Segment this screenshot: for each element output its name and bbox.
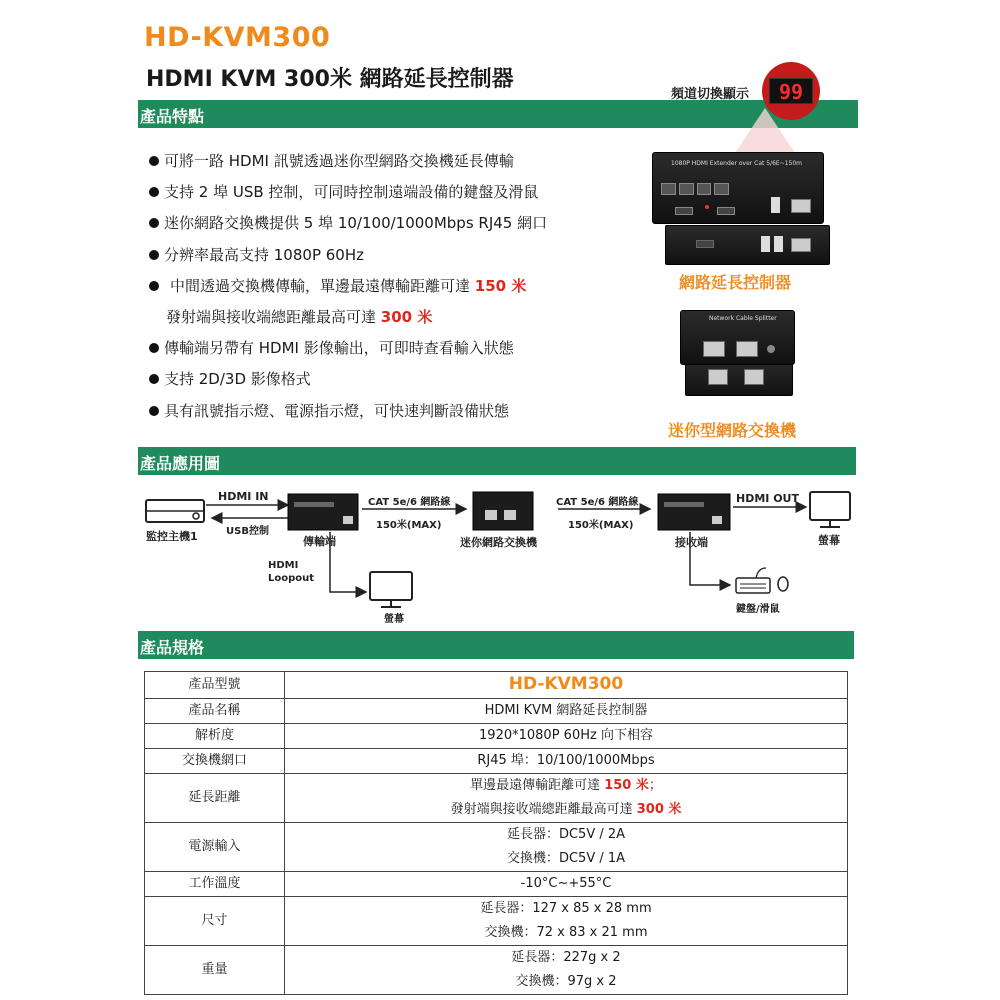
transmitter-label: 傳輸端 (303, 535, 336, 548)
feature-item: 具有訊號指示燈、電源指示燈，可快速判斷設備狀態 (148, 396, 638, 427)
spec-label: 電源輸入 (145, 823, 285, 872)
section-application-heading: 產品應用圖 (138, 447, 856, 475)
switch-bottom-unit (685, 360, 793, 396)
product-title: HDMI KVM 300米 網路延長控制器 (146, 67, 514, 92)
table-row (145, 699, 848, 724)
application-diagram (138, 480, 858, 630)
channel-display-zoom (762, 62, 820, 120)
table-row (145, 724, 848, 749)
distance-left-label: 150米(MAX) (376, 520, 442, 531)
channel-display-label: 頻道切換顯示 (671, 87, 750, 102)
feature-item: 傳輸端另帶有 HDMI 影像輸出，可即時查看輸入狀態 (148, 333, 638, 364)
switch-caption: 迷你型網路交換機 (668, 421, 797, 440)
feature-list (148, 146, 638, 427)
extender-bottom-unit (665, 225, 830, 265)
spec-value: 延長器：127 x 85 x 28 mm 交換機：72 x 83 x 21 mm (285, 897, 848, 946)
host-label: 監控主機1 (146, 530, 198, 543)
feature-item: 支持 2D/3D 影像格式 (148, 364, 638, 395)
hdmi-out-label: HDMI OUT (736, 492, 799, 505)
spec-value: HDMI KVM 網路延長控制器 (285, 699, 848, 724)
feature-item: 支持 2 埠 USB 控制，可同時控制遠端設備的鍵盤及滑鼠 (148, 177, 638, 208)
feature-item: 可將一路 HDMI 訊號透過迷你型網路交換機延長傳輸 (148, 146, 638, 177)
feature-item: 中間透過交換機傳輸，單邊最遠傳輸距離可達 150 米 (148, 271, 638, 302)
loopout-label-1: HDMI (268, 560, 299, 571)
feature-item: 分辨率最高支持 1080P 60Hz (148, 240, 638, 271)
spec-value: 延長器：DC5V / 2A 交換機：DC5V / 1A (285, 823, 848, 872)
table-row (145, 823, 848, 872)
spec-value: HD-KVM300 (285, 672, 848, 699)
switch-label: Network Cable Splitter (709, 315, 777, 322)
table-row (145, 774, 848, 823)
switch-top-unit (680, 310, 795, 365)
table-row (145, 897, 848, 946)
spec-table (144, 671, 848, 995)
extender-label: 1080P HDMI Extender over Cat 5/6E~150m (671, 160, 803, 167)
table-row (145, 872, 848, 897)
spec-label: 工作溫度 (145, 872, 285, 897)
section-spec-heading: 產品規格 (138, 631, 854, 659)
model-title: HD-KVM300 (144, 22, 331, 53)
monitor-bottom-label: 螢幕 (384, 614, 404, 625)
spec-label: 解析度 (145, 724, 285, 749)
extender-top-unit (652, 152, 824, 224)
feature-item: 迷你網路交換機提供 5 埠 10/100/1000Mbps RJ45 網口 (148, 208, 638, 239)
table-row (145, 749, 848, 774)
extender-caption: 網路延長控制器 (679, 273, 792, 292)
channel-display-value: 99 (769, 78, 813, 104)
usb-control-label: USB控制 (226, 526, 269, 537)
table-row (145, 672, 848, 699)
spec-label: 尺寸 (145, 897, 285, 946)
receiver-label: 接收端 (675, 536, 708, 549)
spec-label: 重量 (145, 946, 285, 995)
spec-label: 交換機網口 (145, 749, 285, 774)
table-row (145, 946, 848, 995)
spec-value: 1920*1080P 60Hz 向下相容 (285, 724, 848, 749)
feature-item: 發射端與接收端總距離最高可達 300 米 (166, 308, 433, 327)
spec-value: RJ45 埠：10/100/1000Mbps (285, 749, 848, 774)
section-features-heading: 產品特點 (138, 100, 858, 128)
loopout-label-2: Loopout (268, 573, 315, 584)
cable-right-label: CAT 5e/6 網路線 (556, 497, 639, 508)
spec-label: 延長距離 (145, 774, 285, 823)
switch-label-diagram: 迷你網路交換機 (460, 536, 537, 549)
keyboard-mouse-label: 鍵盤/滑鼠 (736, 604, 780, 615)
spec-value: -10°C~+55°C (285, 872, 848, 897)
monitor-right-label: 螢幕 (818, 534, 840, 547)
spec-value: 延長器：227g x 2 交換機：97g x 2 (285, 946, 848, 995)
cable-left-label: CAT 5e/6 網路線 (368, 497, 451, 508)
spec-value: 單邊最遠傳輸距離可達 150 米； 發射端與接收端總距離最高可達 300 米 (285, 774, 848, 823)
hdmi-in-label: HDMI IN (218, 490, 269, 503)
spec-label: 產品名稱 (145, 699, 285, 724)
distance-right-label: 150米(MAX) (568, 520, 634, 531)
spec-label: 產品型號 (145, 672, 285, 699)
